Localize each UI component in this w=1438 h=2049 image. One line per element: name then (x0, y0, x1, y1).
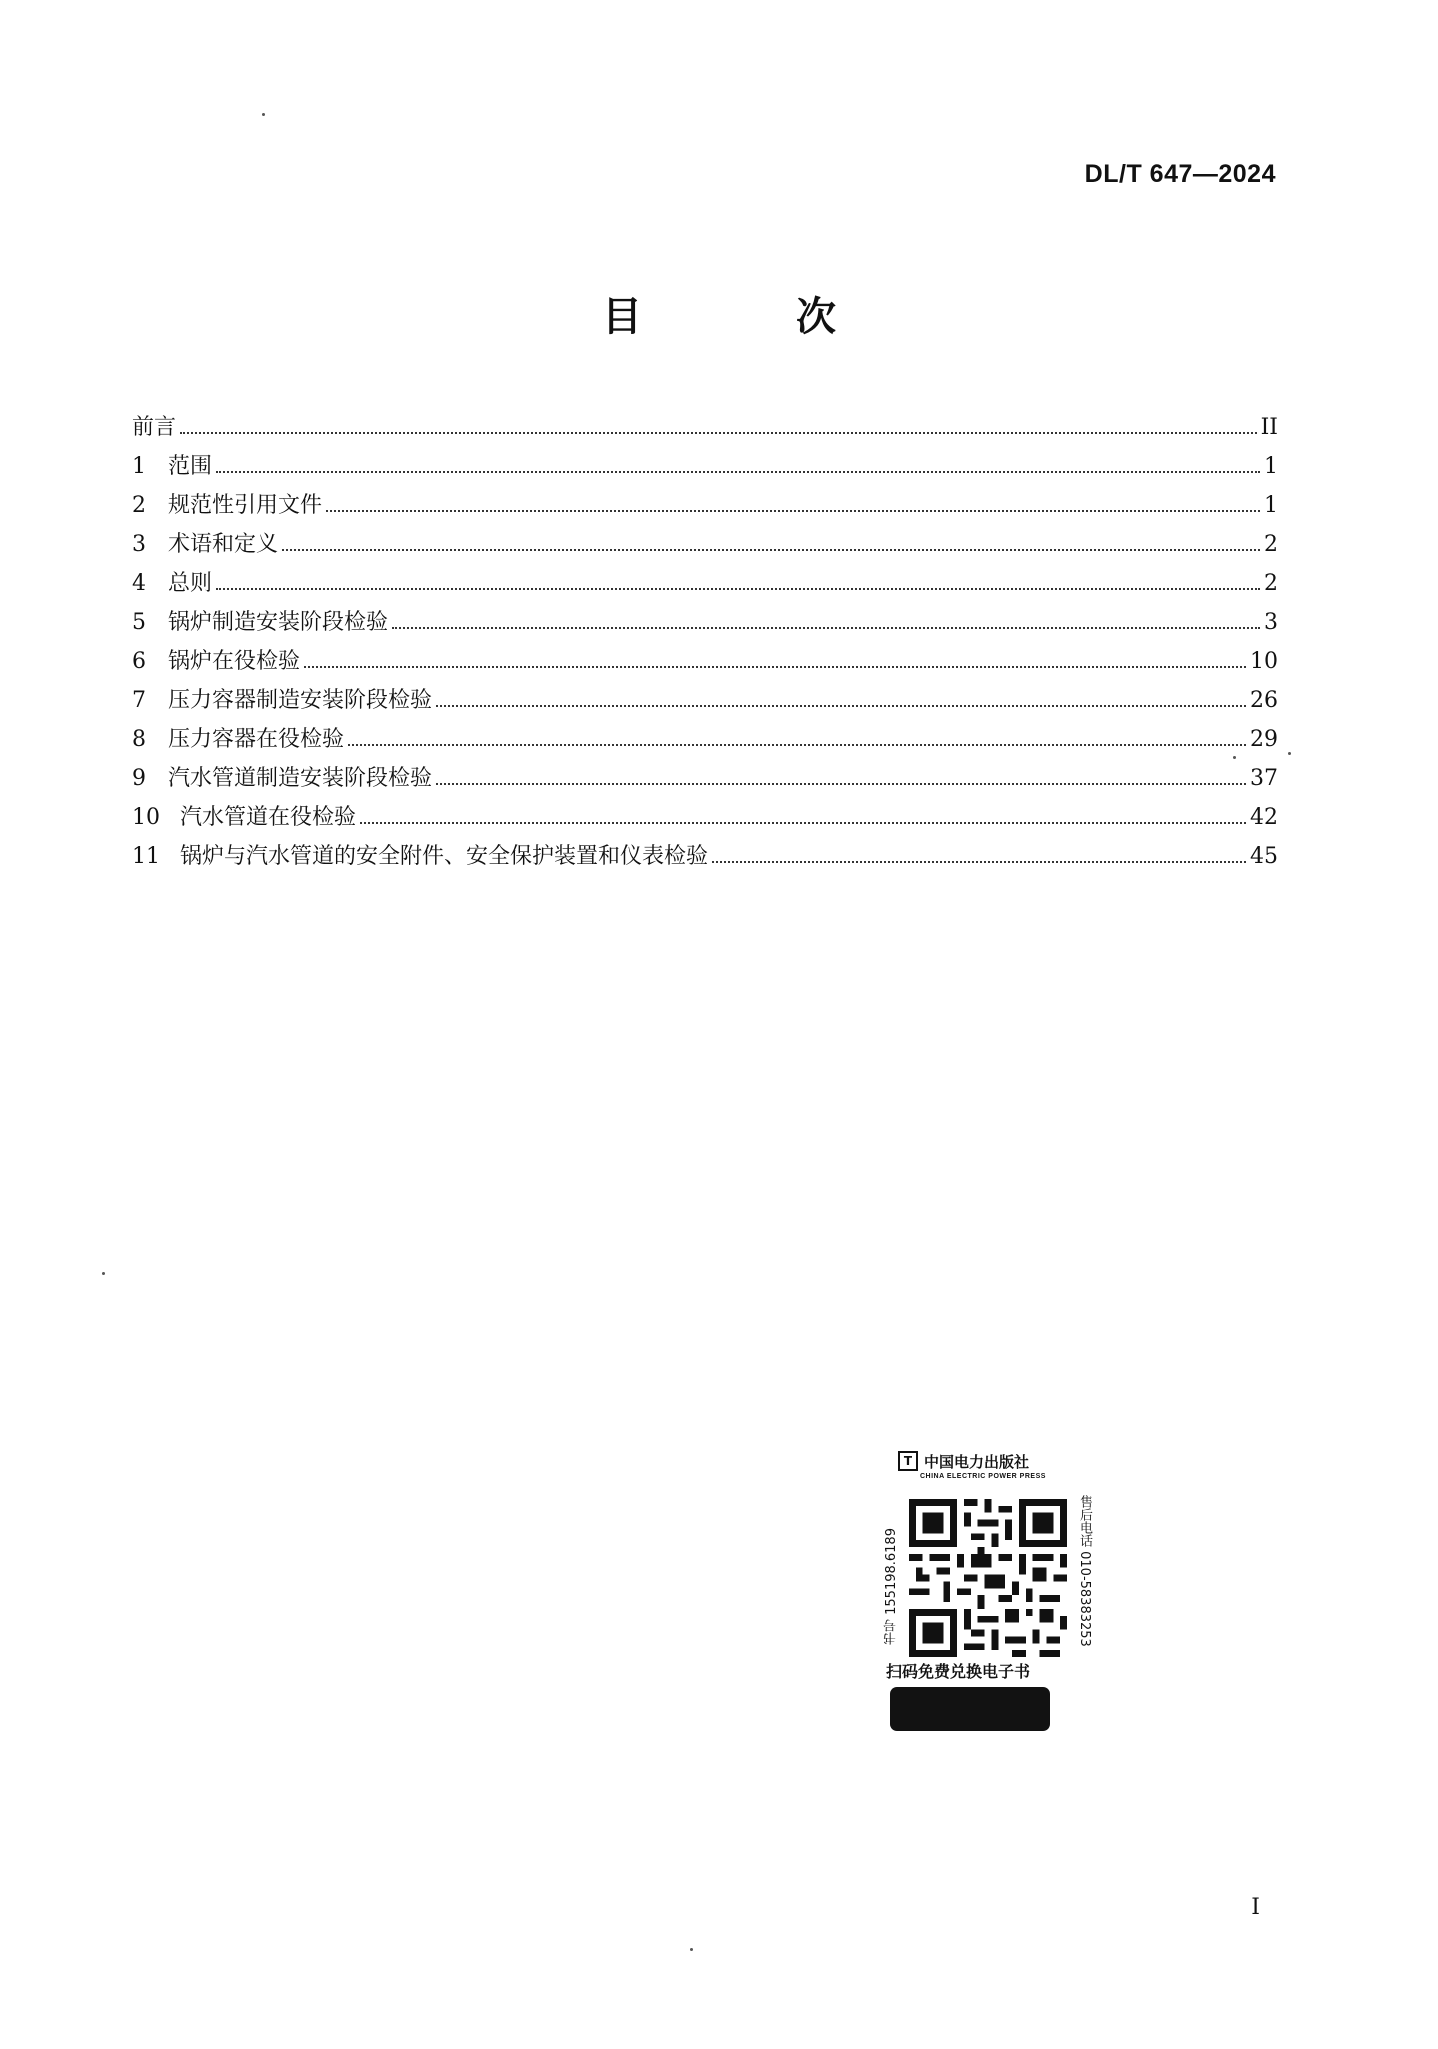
toc-leader-dots (360, 822, 1246, 824)
toc-entry-page: 42 (1250, 805, 1278, 830)
redacted-code-label (890, 1687, 1050, 1731)
toc-entry-page: II (1260, 415, 1278, 440)
toc-entry[interactable] (132, 839, 1278, 878)
toc-entry-title: 术语和定义 (168, 532, 279, 557)
toc-entry-number: 9 (132, 766, 146, 791)
scan-speck (1233, 756, 1236, 759)
toc-entry[interactable] (132, 683, 1278, 722)
scan-speck (1288, 752, 1291, 755)
toc-entry-number: 6 (132, 649, 146, 674)
toc-entry-title: 压力容器制造安装阶段检验 (168, 688, 433, 713)
toc-entry-page: 1 (1264, 493, 1278, 518)
toc-entry-title: 锅炉与汽水管道的安全附件、安全保护装置和仪表检验 (180, 844, 709, 869)
toc-leader-dots (348, 744, 1246, 746)
toc-entry[interactable] (132, 488, 1278, 527)
toc-leader-dots (216, 588, 1260, 590)
toc-entry-title: 规范性引用文件 (168, 493, 323, 518)
scan-speck (262, 113, 265, 116)
toc-entry-page: 29 (1250, 727, 1278, 752)
toc-entry[interactable] (132, 800, 1278, 839)
qr-sticker (880, 1447, 1095, 1722)
toc-entry-number: 7 (132, 688, 146, 713)
toc-entry-title: 汽水管道在役检验 (180, 805, 357, 830)
toc-entry-number: 3 (132, 532, 146, 557)
page-number: I (1251, 1895, 1260, 1920)
toc-entry-page: 3 (1264, 610, 1278, 635)
toc-entry-page: 45 (1250, 844, 1278, 869)
toc-leader-dots (304, 666, 1246, 668)
toc-leader-dots (436, 783, 1246, 785)
toc-entry-page: 26 (1250, 688, 1278, 713)
toc-leader-dots (216, 471, 1260, 473)
toc-entry-page: 2 (1264, 571, 1278, 596)
toc-entry-title: 范围 (168, 454, 213, 479)
toc-entry-page: 1 (1264, 454, 1278, 479)
toc-leader-dots (326, 510, 1260, 512)
toc-leader-dots (436, 705, 1246, 707)
toc-entry-title: 锅炉在役检验 (168, 649, 301, 674)
qr-code-icon[interactable] (902, 1492, 1074, 1664)
publisher-name-en: CHINA ELECTRIC POWER PRESS (920, 1473, 1046, 1480)
toc-leader-dots (392, 627, 1260, 629)
toc-title: 目 次 (602, 294, 906, 340)
toc-leader-dots (712, 861, 1246, 863)
toc-entry-number: 2 (132, 493, 146, 518)
scan-speck (690, 1948, 693, 1951)
toc-entry-title: 汽水管道制造安装阶段检验 (168, 766, 433, 791)
table-of-contents (132, 410, 1278, 878)
book-number: 书号 155198.6189 (884, 1528, 899, 1645)
toc-entry-number: 11 (132, 844, 160, 869)
toc-entry-page: 37 (1250, 766, 1278, 791)
toc-entry[interactable] (132, 605, 1278, 644)
toc-entry-title: 压力容器在役检验 (168, 727, 345, 752)
toc-entry[interactable] (132, 644, 1278, 683)
toc-entry-title: 锅炉制造安装阶段检验 (168, 610, 389, 635)
toc-entry-page: 2 (1264, 532, 1278, 557)
toc-leader-dots (180, 432, 1257, 434)
toc-entry-page: 10 (1250, 649, 1278, 674)
toc-entry[interactable] (132, 527, 1278, 566)
sales-phone: 售后电话 010-58383253 (1077, 1495, 1092, 1647)
standard-code: DL/T 647—2024 (1084, 160, 1276, 188)
toc-entry-number: 1 (132, 454, 146, 479)
toc-entry-number: 4 (132, 571, 146, 596)
scan-speck (102, 1272, 105, 1275)
toc-entry[interactable] (132, 566, 1278, 605)
publisher-name: 中国电力出版社 (924, 1452, 1030, 1471)
toc-entry[interactable] (132, 449, 1278, 488)
toc-entry-number: 5 (132, 610, 146, 635)
toc-entry[interactable] (132, 722, 1278, 761)
toc-entry[interactable] (132, 410, 1278, 449)
toc-entry-number: 10 (132, 805, 160, 830)
toc-entry-title: 总则 (168, 571, 213, 596)
toc-entry-number: 8 (132, 727, 146, 752)
tower-logo-icon: T (898, 1451, 918, 1471)
publisher-header (898, 1447, 1088, 1475)
toc-entry-title: 前言 (132, 415, 177, 440)
toc-leader-dots (282, 549, 1260, 551)
qr-caption: 扫码免费兑换电子书 (886, 1662, 1031, 1681)
toc-entry[interactable] (132, 761, 1278, 800)
